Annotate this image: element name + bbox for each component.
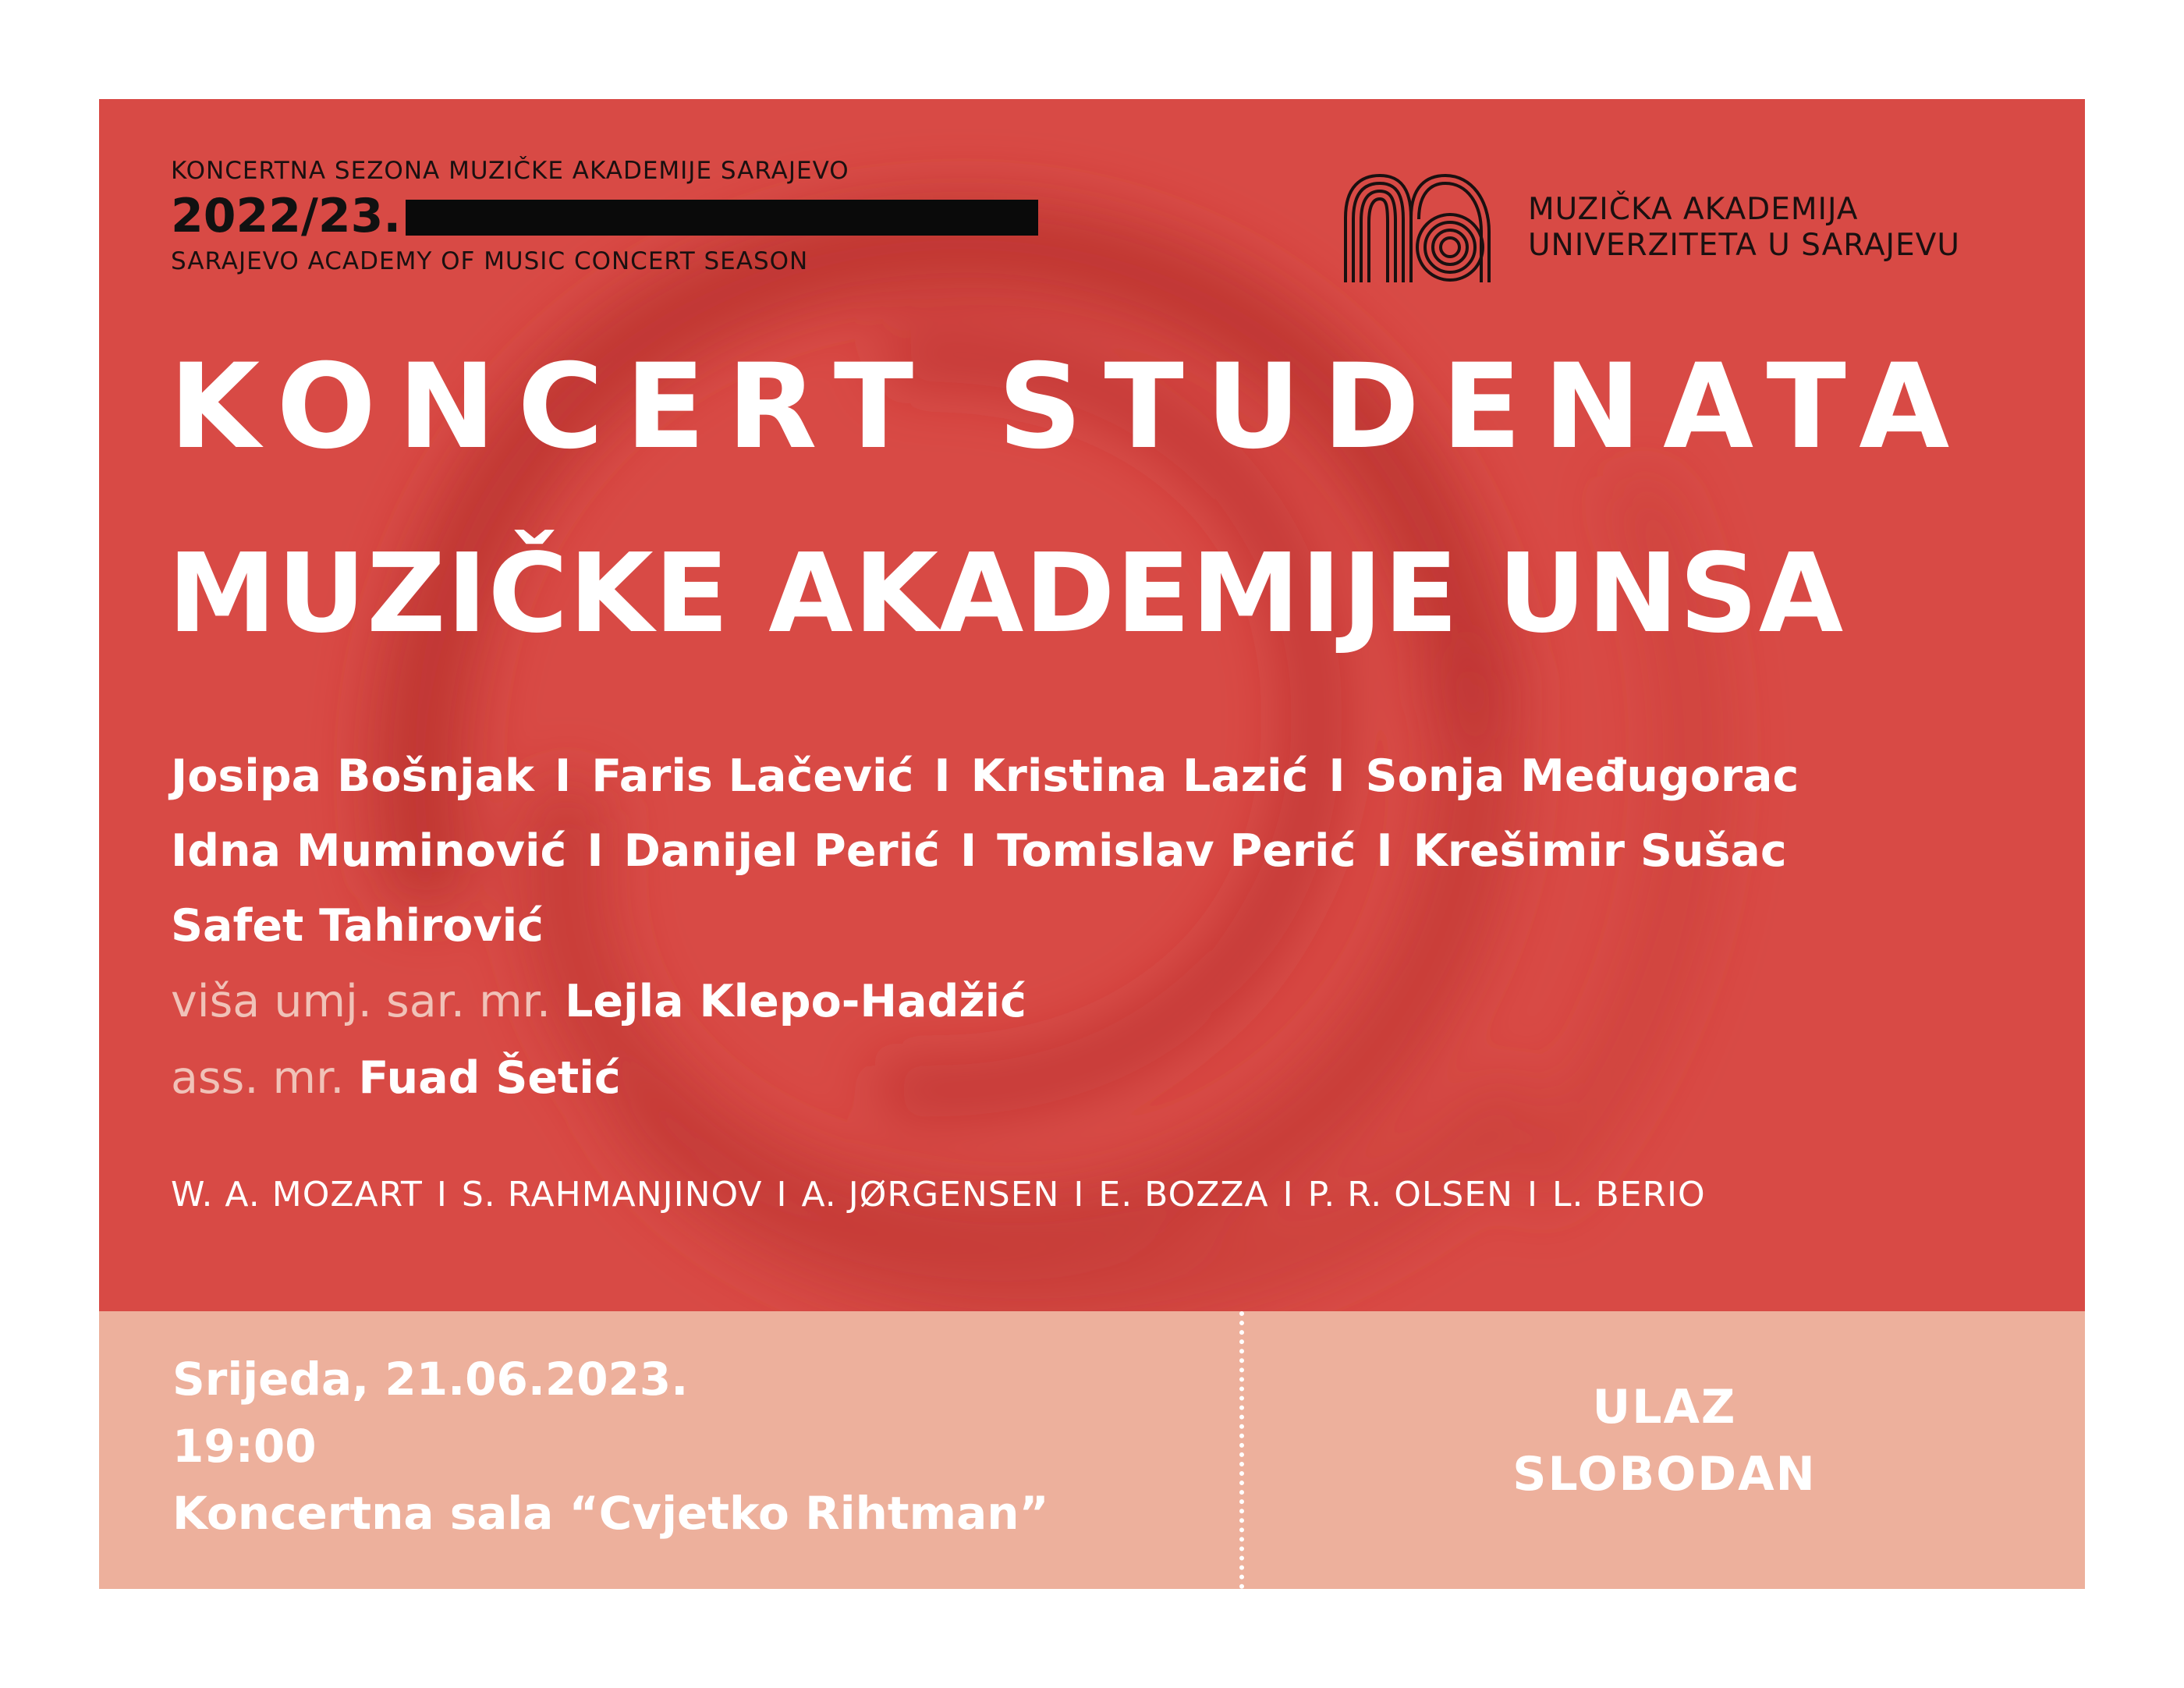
performer-list bbox=[171, 739, 1799, 1116]
academy-name-line1: MUZIČKA AKADEMIJA bbox=[1528, 192, 1859, 227]
performer-name: Safet Tahirović bbox=[171, 900, 544, 952]
separator: I bbox=[554, 750, 572, 802]
mentor-name: Lejla Klepo-Hadžić bbox=[565, 976, 1026, 1027]
separator: I bbox=[1376, 825, 1393, 877]
poster-title-line1: KONCERT STUDENATA bbox=[169, 339, 1972, 475]
event-venue: Koncertna sala “Cvjetko Rihtman” bbox=[172, 1487, 1049, 1540]
separator: I bbox=[959, 825, 977, 877]
performer-name: Danijel Perić bbox=[623, 825, 940, 877]
separator: I bbox=[1282, 1175, 1294, 1215]
performer-name: Faris Lačević bbox=[591, 750, 914, 802]
performer-row bbox=[171, 814, 1799, 888]
separator: I bbox=[436, 1175, 448, 1215]
event-time: 19:00 bbox=[172, 1420, 317, 1473]
academy-logo bbox=[1339, 169, 1960, 286]
mentor-role: ass. mr. bbox=[171, 1052, 345, 1104]
composer-name: W. A. MOZART bbox=[171, 1175, 423, 1215]
academy-name-line2: UNIVERZITETA U SARAJEVU bbox=[1528, 228, 1960, 263]
season-title-local: KONCERTNA SEZONA MUZIČKE AKADEMIJE SARAJEVO bbox=[171, 157, 849, 185]
composer-name: E. BOZZA bbox=[1098, 1175, 1269, 1215]
free-entry-notice bbox=[1244, 1374, 2085, 1508]
performer-name: Idna Muminović bbox=[171, 825, 567, 877]
composer-name: L. BERIO bbox=[1552, 1175, 1706, 1215]
performer-name: Tomislav Perić bbox=[997, 825, 1356, 877]
music-academy-logo-icon bbox=[1339, 169, 1495, 286]
separator: I bbox=[1328, 750, 1346, 802]
separator: I bbox=[587, 825, 604, 877]
separator: I bbox=[934, 750, 951, 802]
entry-line1: ULAZ bbox=[1592, 1380, 1737, 1434]
performer-name: Sonja Međugorac bbox=[1365, 750, 1799, 802]
event-details-band bbox=[99, 1311, 2085, 1589]
composer-name: P. R. OLSEN bbox=[1307, 1175, 1514, 1215]
separator: I bbox=[1527, 1175, 1538, 1215]
mentor-role: viša umj. sar. mr. bbox=[171, 976, 551, 1027]
composer-name: A. JØRGENSEN bbox=[801, 1175, 1060, 1215]
performer-name: Kristina Lazić bbox=[970, 750, 1309, 802]
season-year-row bbox=[171, 186, 1038, 246]
season-bar-decoration bbox=[406, 200, 1038, 236]
poster-title-line2: MUZIČKE AKADEMIJE UNSA bbox=[168, 530, 1845, 658]
composer-list bbox=[171, 1168, 1706, 1222]
season-year: 2022/23. bbox=[171, 189, 402, 243]
entry-line2: SLOBODAN bbox=[1512, 1447, 1817, 1502]
separator: I bbox=[776, 1175, 788, 1215]
academy-name bbox=[1528, 192, 1960, 264]
performer-row bbox=[171, 739, 1799, 814]
event-date: Srijeda, 21.06.2023. bbox=[172, 1353, 689, 1406]
event-info bbox=[172, 1346, 1049, 1547]
mentor-line bbox=[171, 1040, 1799, 1116]
mentor-name: Fuad Šetić bbox=[358, 1052, 621, 1104]
performer-name: Josipa Bošnjak bbox=[171, 750, 534, 802]
season-header bbox=[171, 155, 1038, 277]
separator: I bbox=[1073, 1175, 1085, 1215]
performer-row bbox=[171, 888, 1799, 963]
performer-name: Krešimir Sušac bbox=[1413, 825, 1787, 877]
composer-name: S. RAHMANJINOV bbox=[461, 1175, 763, 1215]
season-title-english: SARAJEVO ACADEMY OF MUSIC CONCERT SEASON bbox=[171, 247, 809, 275]
mentor-line bbox=[171, 963, 1799, 1040]
concert-poster bbox=[99, 99, 2085, 1589]
